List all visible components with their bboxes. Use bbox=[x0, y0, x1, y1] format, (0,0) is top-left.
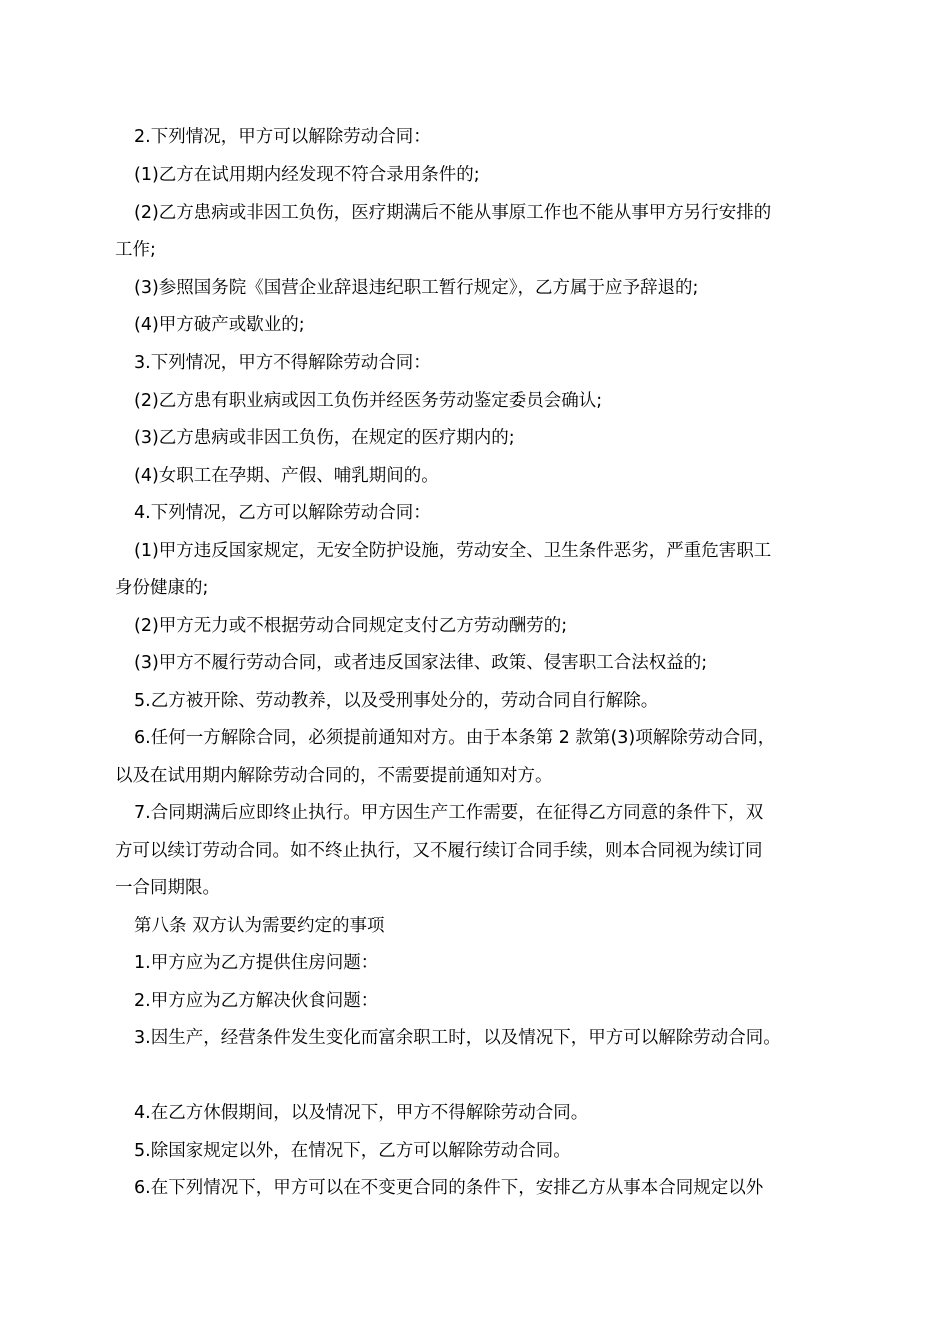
text-line: 方可以续订劳动合同。如不终止执行，又不履行续订合同手续，则本合同视为续订同 bbox=[115, 841, 763, 861]
section-heading: 第八条 双方认为需要约定的事项 bbox=[134, 916, 385, 936]
text-line: 7.合同期满后应即终止执行。甲方因生产工作需要，在征得乙方同意的条件下，双 bbox=[134, 803, 764, 823]
text-line: 5.乙方被开除、劳动教养，以及受刑事处分的，劳动合同自行解除。 bbox=[134, 691, 659, 711]
text-line: 4.在乙方休假期间，以及情况下，甲方不得解除劳动合同。 bbox=[134, 1103, 589, 1123]
text-line: 4.下列情况，乙方可以解除劳动合同： bbox=[134, 503, 431, 523]
text-line: (1)甲方违反国家规定，无安全防护设施，劳动安全、卫生条件恶劣，严重危害职工 bbox=[134, 541, 772, 561]
text-line: (4)女职工在孕期、产假、哺乳期间的。 bbox=[134, 466, 439, 486]
text-line: 工作; bbox=[115, 240, 156, 260]
text-line: 一合同期限。 bbox=[115, 878, 220, 898]
text-line: (2)乙方患病或非因工负伤，医疗期满后不能从事原工作也不能从事甲方另行安排的 bbox=[134, 203, 772, 223]
text-line: (4)甲方破产或歇业的; bbox=[134, 315, 305, 335]
text-line: (2)乙方患有职业病或因工负伤并经医务劳动鉴定委员会确认; bbox=[134, 391, 603, 411]
text-line: 6.任何一方解除合同，必须提前通知对方。由于本条第 2 款第(3)项解除劳动合同， bbox=[134, 728, 776, 748]
text-line: 3.因生产，经营条件发生变化而富余职工时，以及情况下，甲方可以解除劳动合同。 bbox=[134, 1028, 781, 1048]
text-line: 2.下列情况，甲方可以解除劳动合同： bbox=[134, 127, 431, 147]
text-line: (3)甲方不履行劳动合同，或者违反国家法律、政策、侵害职工合法权益的; bbox=[134, 653, 708, 673]
text-line: (1)乙方在试用期内经发现不符合录用条件的; bbox=[134, 165, 480, 185]
text-line: 身份健康的; bbox=[115, 578, 209, 598]
text-line: (3)乙方患病或非因工负伤，在规定的医疗期内的; bbox=[134, 428, 515, 448]
text-line: 2.甲方应为乙方解决伙食问题： bbox=[134, 991, 379, 1011]
text-line: 3.下列情况，甲方不得解除劳动合同： bbox=[134, 353, 431, 373]
text-line: (3)参照国务院《国营企业辞退违纪职工暂行规定》，乙方属于应予辞退的; bbox=[134, 278, 699, 298]
text-line: (2)甲方无力或不根据劳动合同规定支付乙方劳动酬劳的; bbox=[134, 616, 568, 636]
text-line: 1.甲方应为乙方提供住房问题： bbox=[134, 953, 379, 973]
text-line: 6.在下列情况下，甲方可以在不变更合同的条件下，安排乙方从事本合同规定以外 bbox=[134, 1178, 764, 1198]
text-line: 以及在试用期内解除劳动合同的，不需要提前通知对方。 bbox=[115, 766, 553, 786]
text-line: 5.除国家规定以外，在情况下，乙方可以解除劳动合同。 bbox=[134, 1141, 571, 1161]
